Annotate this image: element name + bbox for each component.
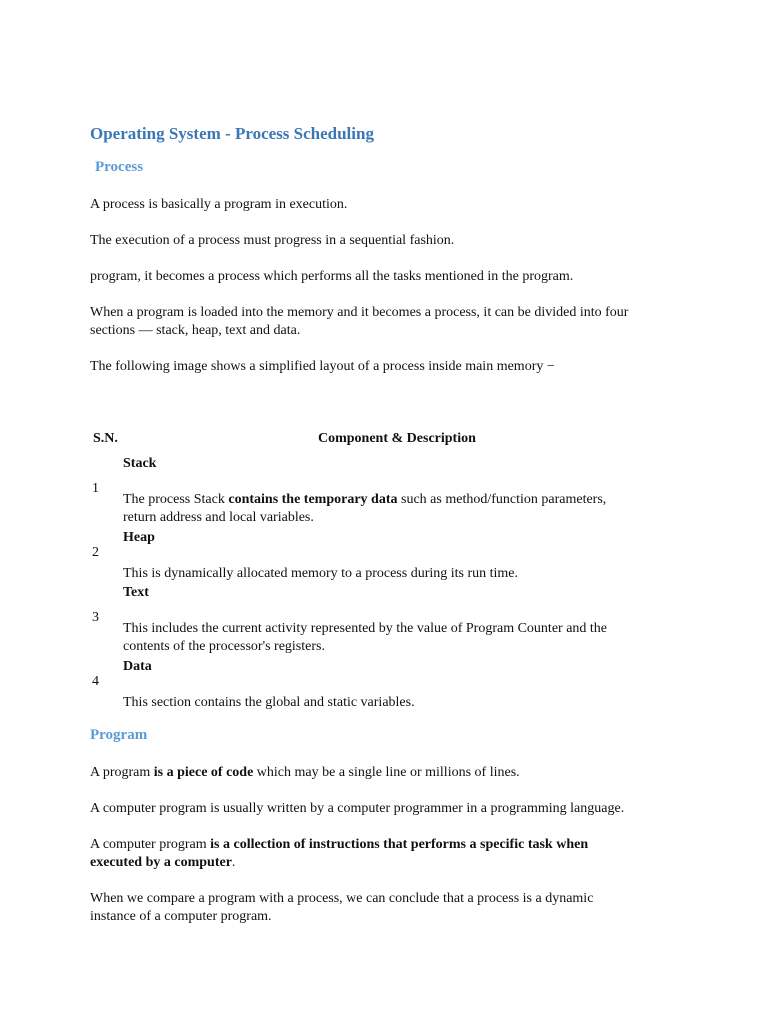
page-title: Operating System - Process Scheduling: [90, 124, 374, 143]
component-name: Stack: [123, 456, 157, 471]
component-name: Data: [123, 659, 152, 674]
table-header-sn: S.N.: [93, 431, 118, 446]
paragraph: A computer program is usually written by a computer programmer in a programming language.: [90, 801, 625, 816]
component-description: This includes the current activity represented by the value of Program Counter and the: [123, 621, 608, 636]
paragraph: The execution of a process must progress in a sequential fashion.: [90, 233, 455, 248]
process-heading: Process: [95, 159, 144, 175]
component-name: Text: [123, 585, 149, 600]
paragraph-cont: executed by a computer.: [90, 855, 236, 870]
component-description: This is dynamically allocated memory to a process during its run time.: [123, 566, 519, 581]
component-description-cont: return address and local variables.: [123, 510, 314, 525]
paragraph-cont: instance of a computer program.: [90, 909, 272, 924]
program-heading: Program: [90, 727, 148, 743]
paragraph: When we compare a program with a process, we can conclude that a process is a dynamic: [90, 891, 594, 906]
paragraph: sections — stack, heap, text and data.: [90, 323, 301, 338]
paragraph: A computer program is a collection of instructions that performs a specific task when: [90, 837, 589, 852]
row-number: 2: [92, 545, 99, 560]
component-name: Heap: [123, 530, 155, 545]
component-description: This section contains the global and static variables.: [123, 695, 415, 710]
paragraph: A process is basically a program in execution.: [90, 197, 348, 212]
table-header-component: Component & Description: [318, 431, 476, 446]
paragraph: The following image shows a simplified layout of a process inside main memory −: [90, 359, 555, 374]
paragraph: program, it becomes a process which performs all the tasks mentioned in the program.: [90, 269, 574, 284]
row-number: 1: [92, 481, 99, 496]
component-description: The process Stack contains the temporary data such as method/function parameters,: [123, 492, 607, 507]
row-number: 4: [92, 674, 99, 689]
paragraph: A program is a piece of code which may be a single line or millions of lines.: [90, 765, 520, 780]
component-description-cont: contents of the processor's registers.: [123, 639, 325, 654]
row-number: 3: [92, 610, 99, 625]
paragraph: When a program is loaded into the memory and it becomes a process, it can be divided into four: [90, 305, 629, 320]
